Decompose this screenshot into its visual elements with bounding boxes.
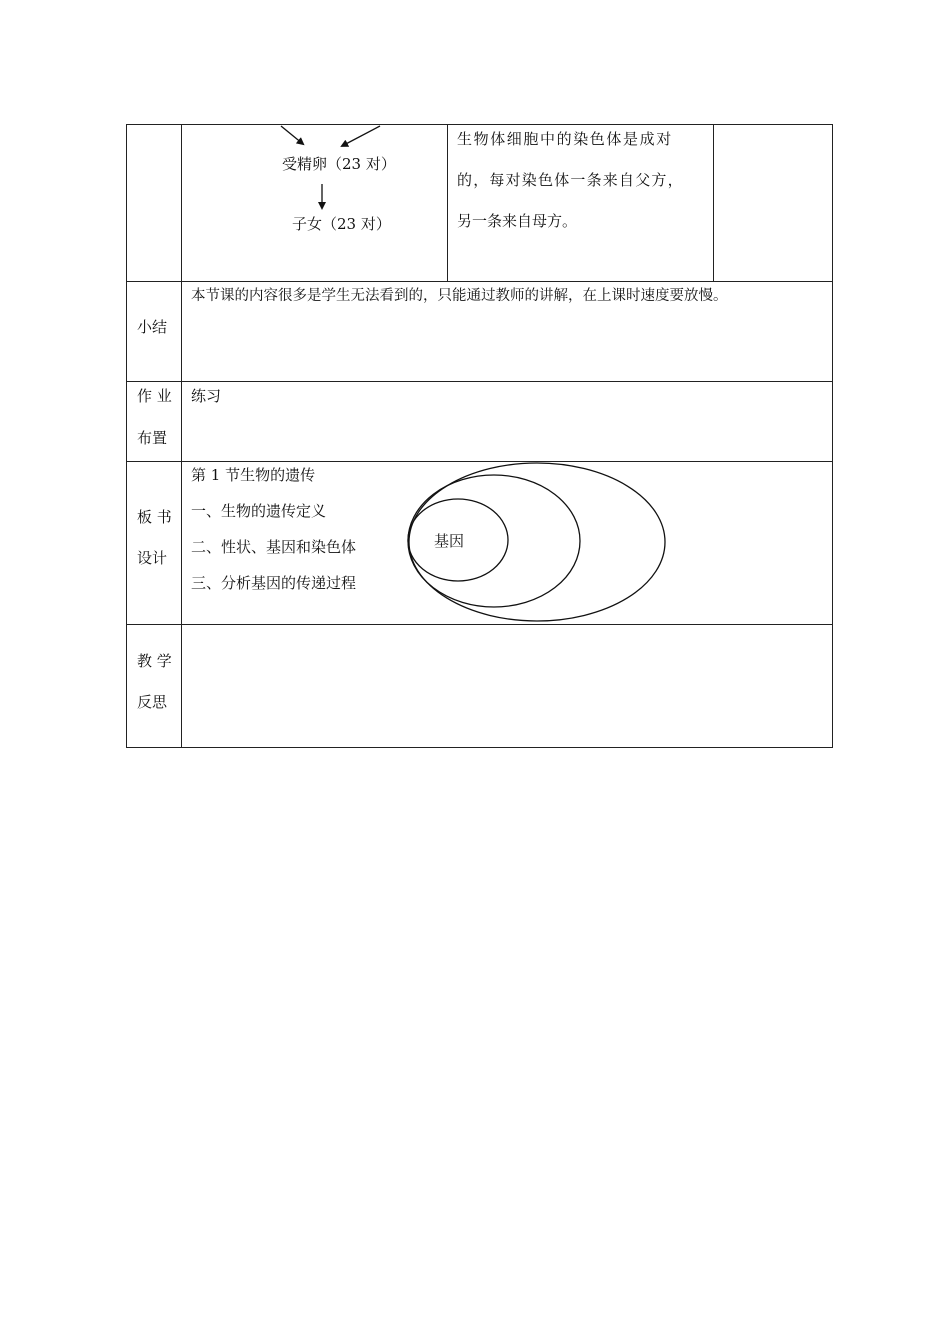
note-line-2: 的，每对染色体一条来自父方， — [457, 171, 684, 189]
reflection-label-2: 反思 — [137, 693, 168, 711]
gene-label: 基因 — [434, 532, 465, 550]
board-item-1: 一、生物的遗传定义 — [191, 502, 327, 520]
arrow-from-mother-icon — [342, 126, 380, 146]
board-label-1: 板 书 — [137, 508, 172, 526]
note-line-3: 另一条来自母方。 — [457, 212, 578, 230]
offspring-label: 子女（23 对） — [292, 215, 391, 233]
homework-label-2: 布置 — [137, 429, 168, 447]
board-item-2: 二、性状、基因和染色体 — [191, 538, 357, 556]
homework-content: 练习 — [191, 387, 222, 405]
arrow-from-father-icon — [281, 126, 303, 144]
board-item-3: 三、分析基因的传递过程 — [191, 574, 357, 592]
board-label-2: 设计 — [137, 549, 168, 567]
homework-label-1: 作 业 — [137, 387, 172, 405]
reflection-label-1: 教 学 — [137, 652, 172, 670]
summary-content: 本节课的内容很多是学生无法看到的，只能通过教师的讲解，在上课时速度要放慢。 — [191, 288, 728, 304]
board-title: 第 1 节生物的遗传 — [191, 466, 316, 484]
summary-label: 小结 — [137, 318, 168, 336]
note-line-1: 生物体细胞中的染色体是成对 — [457, 130, 673, 148]
fertilized-egg-label: 受精卵（23 对） — [282, 155, 396, 173]
